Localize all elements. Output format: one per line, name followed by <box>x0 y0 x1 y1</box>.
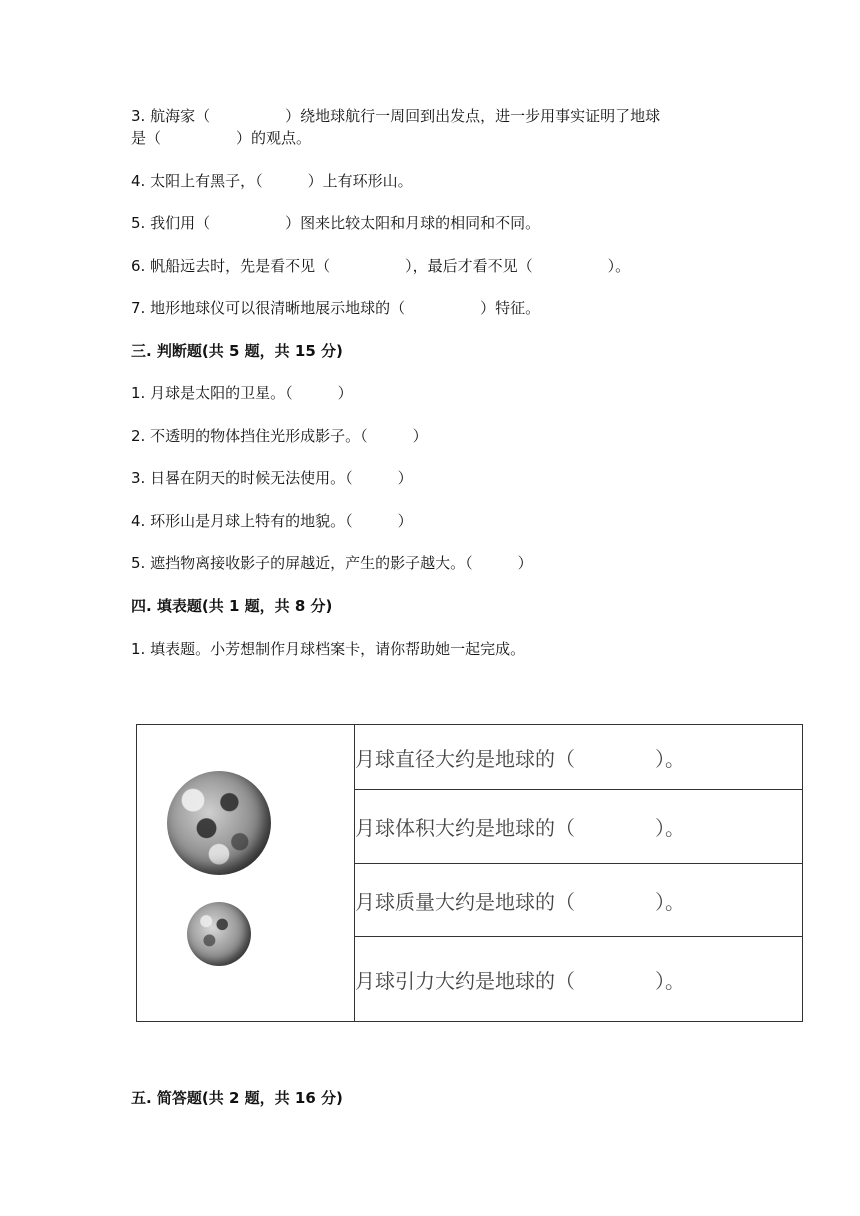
question-4: 4. 太阳上有黑子，（ ）上有环形山。 <box>131 172 413 190</box>
question-7: 7. 地形地球仪可以很清晰地展示地球的（ ）特征。 <box>131 299 541 317</box>
card-row-volume: 月球体积大约是地球的（ ）。 <box>355 790 803 864</box>
table-question-prompt: 1. 填表题。小芳想制作月球档案卡，请你帮助她一起完成。 <box>131 640 526 658</box>
moon-profile-card <box>136 724 803 1022</box>
section-5-heading: 五. 简答题(共 2 题，共 16 分) <box>131 1089 343 1107</box>
question-3-line-2: 是（ ）的观点。 <box>131 129 312 147</box>
question-6: 6. 帆船远去时，先是看不见（ ），最后才看不见（ ）。 <box>131 257 631 275</box>
globe-image-cell <box>137 725 355 1022</box>
moon-image <box>187 902 251 966</box>
section-4-heading: 四. 填表题(共 1 题，共 8 分) <box>131 597 333 615</box>
card-row-gravity: 月球引力大约是地球的（ ）。 <box>355 937 803 1022</box>
earth-image <box>167 771 271 875</box>
question-3-line-1: 3. 航海家（ ）绕地球航行一周回到出发点，进一步用事实证明了地球 <box>131 107 661 125</box>
judge-item-5: 5. 遮挡物离接收影子的屏越近，产生的影子越大。（ ） <box>131 554 533 572</box>
judge-item-4: 4. 环形山是月球上特有的地貌。（ ） <box>131 512 413 530</box>
section-3-heading: 三. 判断题(共 5 题，共 15 分) <box>131 342 343 360</box>
question-5: 5. 我们用（ ）图来比较太阳和月球的相同和不同。 <box>131 214 541 232</box>
judge-item-3: 3. 日晷在阴天的时候无法使用。（ ） <box>131 469 413 487</box>
judge-item-1: 1. 月球是太阳的卫星。（ ） <box>131 384 353 402</box>
judge-item-2: 2. 不透明的物体挡住光形成影子。（ ） <box>131 427 428 445</box>
card-row-mass: 月球质量大约是地球的（ ）。 <box>355 864 803 937</box>
card-row-diameter: 月球直径大约是地球的（ ）。 <box>355 725 803 790</box>
